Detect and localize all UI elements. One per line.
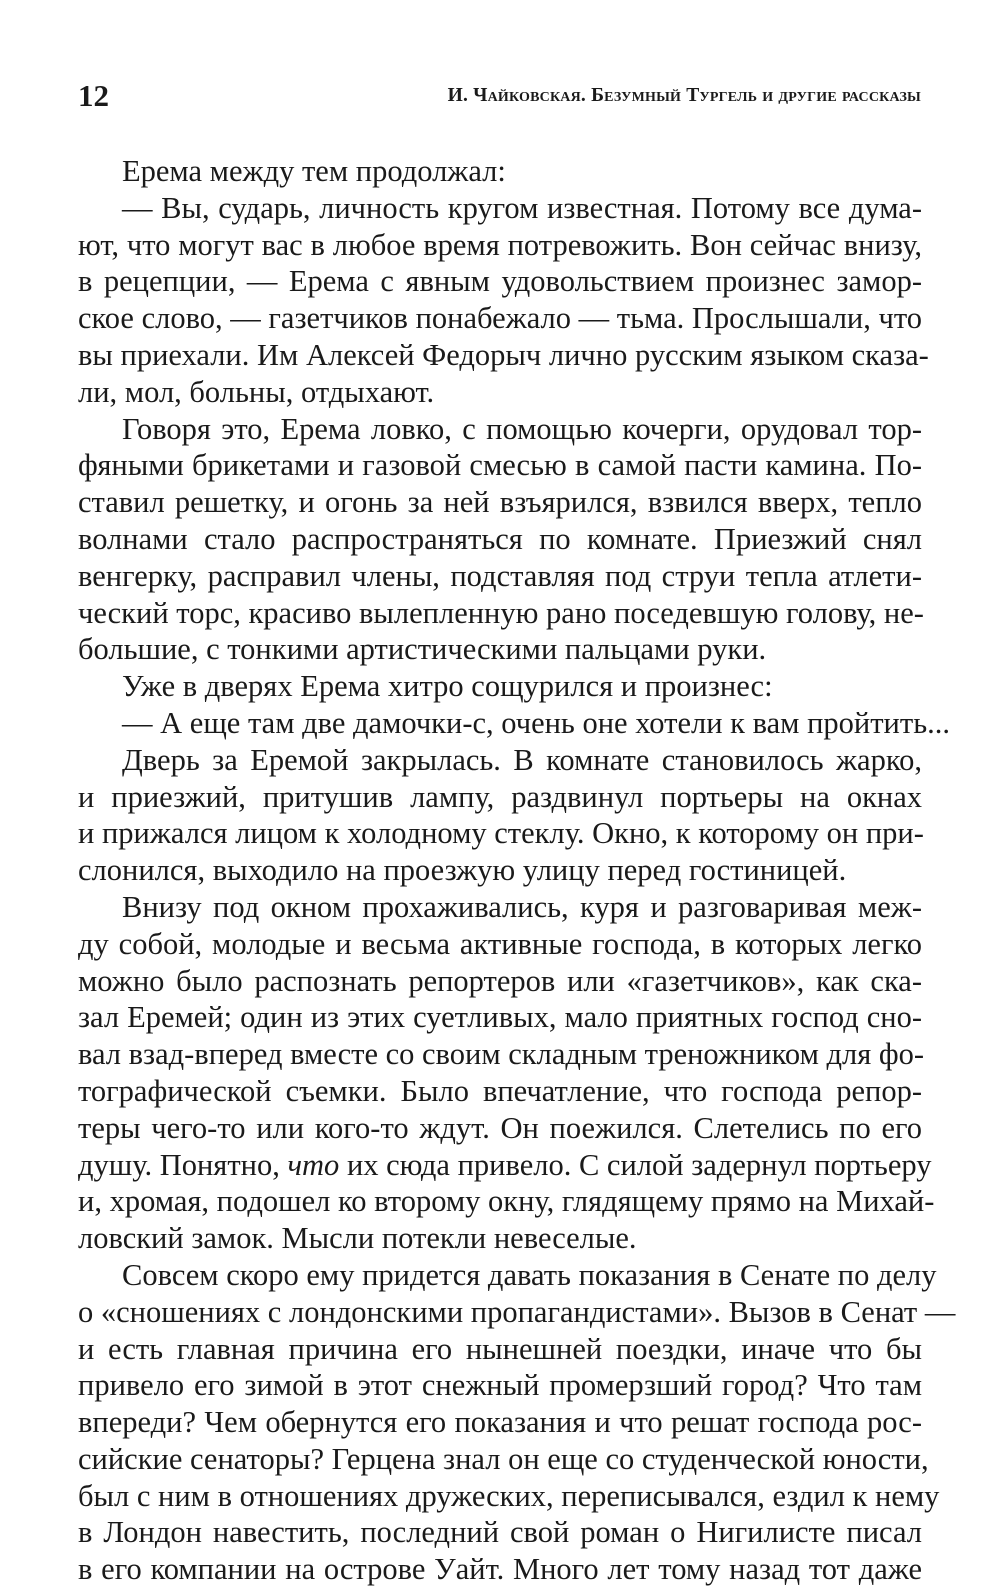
text-line: Совсем скоро ему придется давать показания в Сенате по делу <box>122 1257 937 1292</box>
text-line: можно было распознать репортеров или «газетчиков», как ска- <box>78 963 922 998</box>
running-head-title: И. Чайковская. Безумный Тургель и другие рассказы <box>447 85 921 106</box>
text-line: впереди? Чем обернутся его показания и что решат господа рос- <box>78 1405 922 1440</box>
text-line: — Вы, сударь, личность кругом известная. Потому все дума- <box>122 190 922 225</box>
text-line <box>78 1147 932 1184</box>
text-line: Внизу под окном прохаживались, куря и разговаривая меж- <box>122 889 922 924</box>
text-line: Ерема между тем продолжал: <box>122 154 506 188</box>
text-line: зал Еремей; один из этих суетливых, мало приятных господ сно- <box>78 1000 922 1035</box>
text-line: о «сношениях с лондонскими пропагандистами». Вызов в Сенат — <box>78 1294 956 1329</box>
body-text <box>78 153 956 1588</box>
text-line: теры чего-то или кого-то ждут. Он поежился. Слетелись по его <box>78 1110 922 1145</box>
text-line: сийские сенаторы? Герцена знал он еще со студенческой юности, <box>78 1441 929 1476</box>
text-line: вал взад-вперед вместе со своим складным треножником для фо- <box>78 1037 925 1072</box>
text-span: их сюда привело. С силой задернул портьеру <box>339 1147 932 1182</box>
text-line: привело его зимой в этот снежный промерзший город? Что там <box>78 1368 922 1403</box>
text-line: в Лондон навестить, последний свой роман о Нигилисте писал <box>78 1515 922 1550</box>
text-line: фяными брикетами и газовой смесью в самой пасти камина. По- <box>78 448 922 483</box>
text-line: и прижался лицом к холодному стеклу. Окно, к которому он при- <box>78 816 924 851</box>
italic-word: что <box>287 1147 340 1182</box>
text-line: — А еще там две дамочки-с, очень оне хотели к вам пройтить... <box>122 705 950 740</box>
running-head <box>78 76 921 116</box>
text-line: тографической съемки. Было впечатление, что господа репор- <box>78 1073 922 1108</box>
text-line: и, хромая, подошел ко второму окну, глядящему прямо на Михай- <box>78 1184 935 1219</box>
text-line: ловский замок. Мысли потекли невеселые. <box>78 1221 637 1256</box>
text-line: большие, с тонкими артистическими пальцами руки. <box>78 632 767 667</box>
text-line: Уже в дверях Ерема хитро сощурился и произнес: <box>122 669 773 704</box>
text-line: в рецепции, — Ерема с явным удовольствием произнес замор- <box>78 264 922 299</box>
text-line: ют, что могут вас в любое время потревожить. Вон сейчас внизу, <box>78 227 922 262</box>
text-line: ставил решетку, и огонь за ней взъярился, взвился вверх, тепло <box>78 485 922 520</box>
text-line: слонился, выходило на проезжую улицу перед гостиницей. <box>78 853 847 888</box>
text-line: в его компании на острове Уайт. Много лет тому назад тот даже <box>78 1552 922 1587</box>
text-line: волнами стало распространяться по комнате. Приезжий снял <box>78 521 922 556</box>
text-line: Дверь за Еремой закрылась. В комнате становилось жарко, <box>122 742 922 777</box>
text-line: ческий торс, красиво вылепленную рано поседевшую голову, не- <box>78 595 924 630</box>
text-line: был с ним в отношениях дружеских, переписывался, ездил к нему <box>78 1478 940 1513</box>
text-line: Говоря это, Ерема ловко, с помощью кочерги, орудовал тор- <box>122 411 922 446</box>
text-line: вы приехали. Им Алексей Федорыч лично русским языком сказа- <box>78 337 929 372</box>
text-line: и приезжий, притушив лампу, раздвинул портьеры на окнах <box>78 779 922 814</box>
text-line: и есть главная причина его нынешней поездки, иначе что бы <box>78 1331 922 1366</box>
text-line: ли, мол, больны, отдыхают. <box>78 374 435 409</box>
text-span: душу. Понятно, <box>78 1147 288 1182</box>
text-line: ское слово, — газетчиков понабежало — тьма. Прослышали, что <box>78 301 923 336</box>
text-line: ду собой, молодые и весьма активные господа, в которых легко <box>78 926 922 961</box>
page-number: 12 <box>78 78 109 113</box>
text-line: венгерку, расправил члены, подставляя под струи тепла атлети- <box>78 558 922 593</box>
